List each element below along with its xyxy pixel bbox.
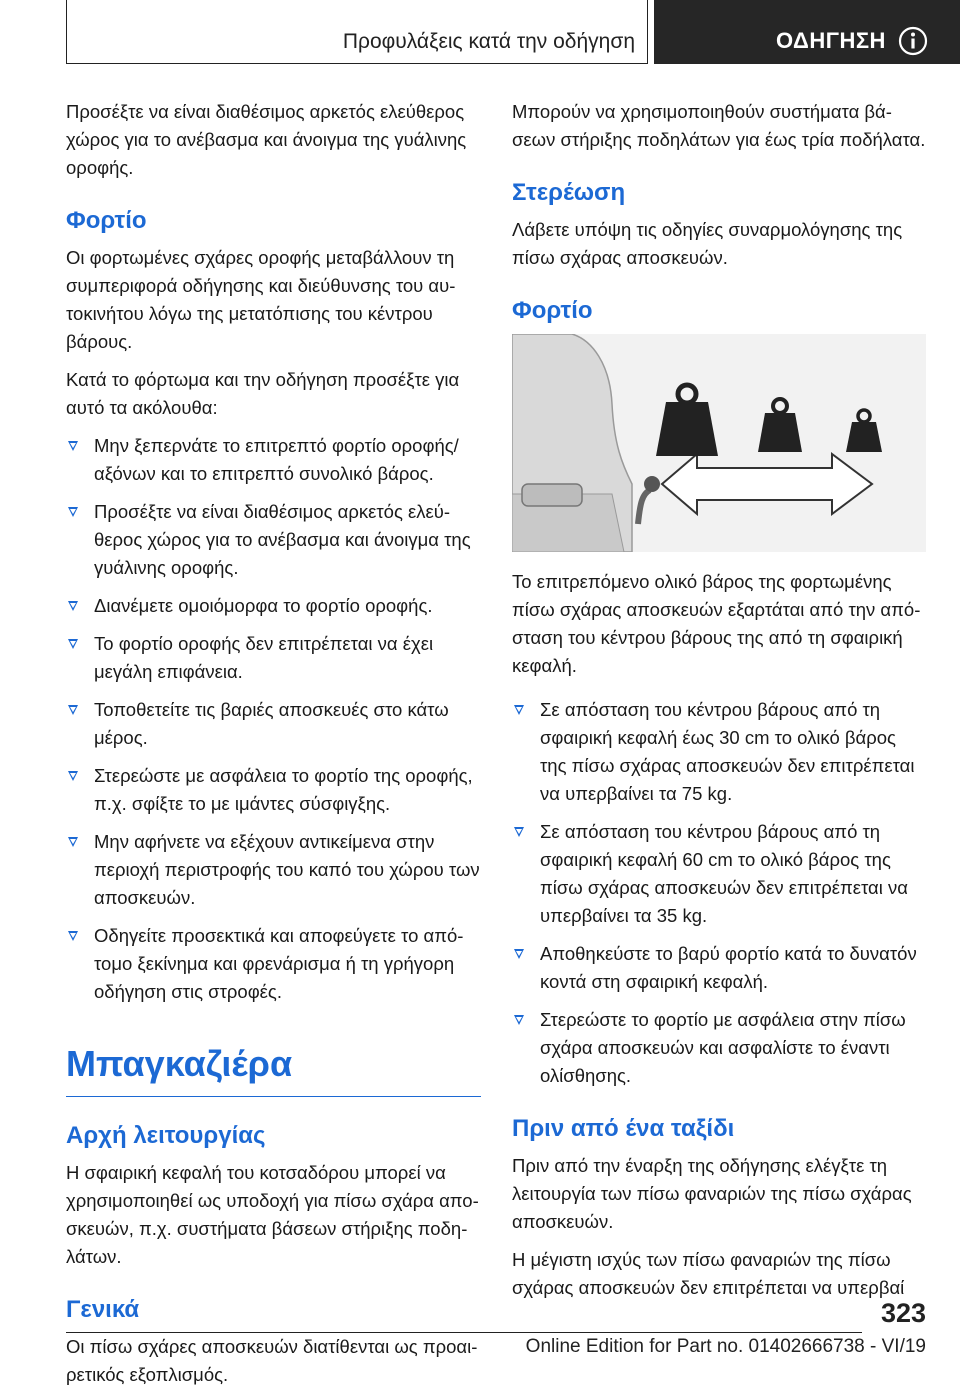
- list-item: [66, 828, 481, 912]
- list-item-text: Οδηγείτε προσεκτικά και αποφεύγετε το απότομο ξεκίνημα και φρενάρισμα ή τη γρήγορη οδήγηση στις στροφές.: [94, 925, 464, 1002]
- chapter-heading: Μπαγκαζιέρα: [66, 1042, 481, 1097]
- load-paragraph-2: Κατά το φόρτωμα και την οδήγηση προσέξτε για αυτό τα ακόλουθα:: [66, 369, 460, 418]
- list-item-text: Σε απόσταση του κέντρου βάρους από τη σφαιρική κεφαλή 60 cm το ολικό βάρος της πίσω σχάρας αποσκευών δεν επιτρέπεται να υπερβαίνει τα 35 kg.: [540, 821, 908, 926]
- list-item-text: Διανέμετε ομοιόμορφα το φορτίο οροφής.: [94, 595, 433, 616]
- load-bullet-list: [66, 432, 481, 1006]
- list-item: [512, 1006, 926, 1090]
- header-section-box: [654, 0, 960, 64]
- general-heading: Γενικά: [66, 1296, 140, 1323]
- list-item-text: Αποθηκεύστε το βαρύ φορτίο κατά το δυνατόν κοντά στη σφαιρική κεφαλή.: [540, 943, 917, 992]
- bike-rack-paragraph: Μπορούν να χρησιμοποιηθούν συστήματα βάσεων στήριξης ποδηλάτων για έως τρία ποδήλατα.: [512, 101, 926, 150]
- bullet-triangle-icon: [68, 931, 78, 941]
- bullet-triangle-icon: [68, 771, 78, 781]
- small-weight-icon: [846, 410, 882, 452]
- bullet-triangle-icon: [514, 1015, 524, 1025]
- list-item: [66, 696, 481, 752]
- right-column: [512, 98, 926, 1312]
- bullet-triangle-icon: [68, 441, 78, 451]
- rack-load-heading: Φορτίο: [512, 297, 593, 324]
- list-item-text: Προσέξτε να είναι διαθέσιμος αρκετός ελεύθερος χώρος για το ανέβασμα και άνοιγμα της γυάλινης οροφής.: [94, 501, 471, 578]
- list-item-text: Μην ξεπερνάτε το επιτρεπτό φορτίο οροφής/ αξόνων και το επιτρεπτό συνολικό βάρος.: [94, 435, 459, 484]
- info-circle-icon[interactable]: [898, 26, 928, 56]
- mounting-heading: Στερέωση: [512, 179, 626, 206]
- list-item: [66, 922, 481, 1006]
- list-item: [66, 498, 481, 582]
- edition-text: Online Edition for Part no. 01402666738 - VI/19: [525, 1336, 926, 1357]
- load-heading: Φορτίο: [66, 207, 147, 234]
- before-trip-paragraph-1: Πριν από την έναρξη της οδήγησης ελέγξτε τη λειτουργία των πίσω φαναριών της πίσω σχάρας αποσκευών.: [512, 1155, 912, 1232]
- footer-divider: [66, 1332, 862, 1333]
- large-weight-icon: [656, 385, 718, 456]
- bullet-triangle-icon: [514, 705, 524, 715]
- before-trip-paragraph-2: Η μέγιστη ισχύς των πίσω φαναριών της πίσω σχάρας αποσκευών δεν επιτρέπεται να υπερβαί: [512, 1249, 905, 1298]
- list-item-text: Το φορτίο οροφής δεν επιτρέπεται να έχει μεγάλη επιφάνεια.: [94, 633, 434, 682]
- list-item-text: Στερεώστε το φορτίο με ασφάλεια στην πίσω σχάρα αποσκευών και ασφαλίστε το έναντι ολίσθησης.: [540, 1009, 906, 1086]
- bullet-triangle-icon: [68, 705, 78, 715]
- list-item: [66, 630, 481, 686]
- list-item-text: Τοποθετείτε τις βαριές αποσκευές στο κάτω μέρος.: [94, 699, 449, 748]
- medium-weight-icon: [758, 399, 802, 452]
- list-item-text: Σε απόσταση του κέντρου βάρους από τη σφαιρική κεφαλή έως 30 cm το ολικό βάρος της πίσω σχάρας αποσκευών δεν επιτρέπεται να υπερβαίνει τα 75 kg.: [540, 699, 915, 804]
- header-chapter-box: [66, 0, 648, 64]
- mounting-paragraph: Λάβετε υπόψη τις οδηγίες συναρμολόγησης της πίσω σχάρας αποσκευών.: [512, 219, 903, 268]
- load-diagram: [512, 334, 926, 552]
- page-number: 323: [880, 1298, 926, 1328]
- intro-paragraph: Προσέξτε να είναι διαθέσιμος αρκετός ελεύθερος χώρος για το ανέβασμα και άνοιγμα της γυάλινης οροφής.: [66, 101, 467, 178]
- left-column: [66, 98, 481, 1399]
- list-item: [512, 818, 926, 930]
- load-distance-illustration: [512, 334, 926, 552]
- bullet-triangle-icon: [68, 601, 78, 611]
- load-paragraph-1: Οι φορτωμένες σχάρες οροφής μεταβάλλουν τη συμπεριφορά οδήγησης και διεύθυνσης του αυτοκινήτου λόγω της μετατόπισης του κέντρου βάρους.: [66, 247, 456, 352]
- function-heading: Αρχή λειτουργίας: [66, 1122, 266, 1149]
- list-item: [512, 940, 926, 996]
- before-trip-heading: Πριν από ένα ταξίδι: [512, 1115, 735, 1142]
- list-item-text: Στερεώστε με ασφάλεια το φορτίο της οροφής, π.χ. σφίξτε το με ιμάντες σύσφιγξης.: [94, 765, 473, 814]
- bullet-triangle-icon: [514, 827, 524, 837]
- general-paragraph: Οι πίσω σχάρες αποσκευών διατίθενται ως προαιρετικός εξοπλισμός.: [66, 1336, 478, 1385]
- rack-load-bullet-list: [512, 696, 926, 1090]
- bullet-triangle-icon: [68, 507, 78, 517]
- bullet-triangle-icon: [68, 639, 78, 649]
- figure-caption: Το επιτρεπόμενο ολικό βάρος της φορτωμένης πίσω σχάρας αποσκευών εξαρτάται από την απόσταση του κέντρου βάρους της από τη σφαιρική κεφαλή.: [512, 571, 921, 676]
- bullet-triangle-icon: [68, 837, 78, 847]
- list-item: [66, 762, 481, 818]
- list-item: [66, 432, 481, 488]
- function-paragraph: Η σφαιρική κεφαλή του κοτσαδόρου μπορεί να χρησιμοποιηθεί ως υποδοχή για πίσω σχάρα αποσκευών, π.χ. συστήματα βάσεων στήριξης ποδηλάτων.: [66, 1162, 479, 1267]
- bullet-triangle-icon: [514, 949, 524, 959]
- list-item: [66, 592, 481, 620]
- list-item: [512, 696, 926, 808]
- section-title: ΟΔΗΓΗΣΗ: [776, 28, 886, 53]
- list-item-text: Μην αφήνετε να εξέχουν αντικείμενα στην περιοχή περιστροφής του καπό του χώρου των αποσκευών.: [94, 831, 480, 908]
- chapter-title: Προφυλάξεις κατά την οδήγηση: [342, 30, 635, 53]
